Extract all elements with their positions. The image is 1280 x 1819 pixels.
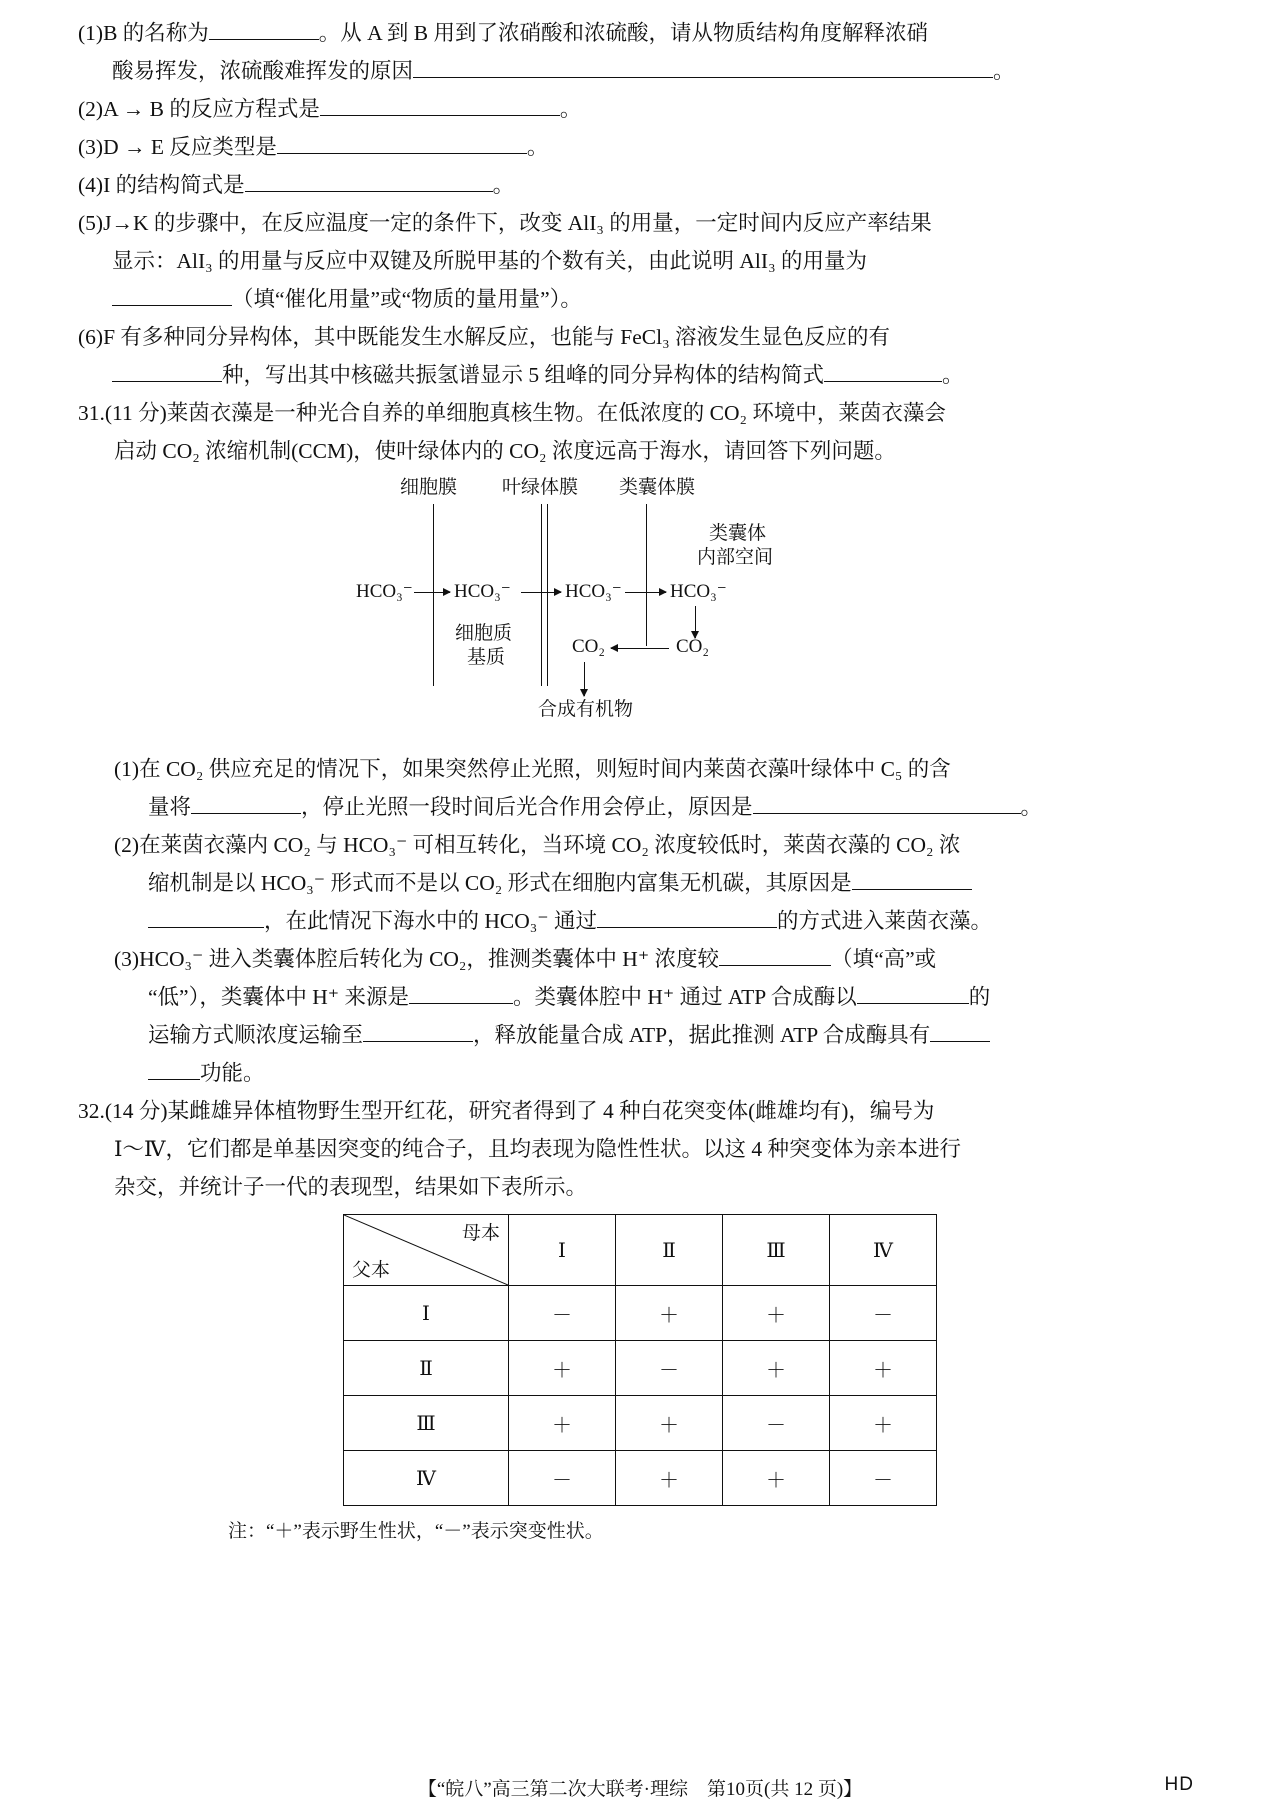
- answer-blank[interactable]: [148, 1057, 200, 1080]
- q32-stem-1: 某雌雄异体植物野生型开红花，研究者得到了 4 种白花突变体(雌雄均有)，编号为: [167, 1099, 935, 1123]
- table-row: [344, 1451, 937, 1506]
- label-cytoplasm-1: 细胞质: [455, 623, 513, 644]
- arrow-co2-right-to-left: [611, 648, 669, 649]
- q30-item6-text3: 。: [942, 363, 964, 387]
- q31-score: (11 分): [104, 401, 167, 425]
- table-cell: ＋: [723, 1286, 830, 1341]
- q31-item1-text3: ，停止光照一段时间后光合作用会停止，原因是: [301, 795, 753, 819]
- table-row-header: Ⅱ: [344, 1341, 509, 1396]
- q30-item4-line: [78, 166, 1202, 204]
- q31-item3-text4: 。类囊体腔中 H⁺ 通过 ATP 合成酶以: [512, 985, 857, 1009]
- q31-stem-2: 启动 CO₂ 浓缩机制(CCM)，使叶绿体内的 CO₂ 浓度远高于海水，请回答下列问题。: [114, 439, 896, 463]
- table-cell: －: [509, 1286, 616, 1341]
- q31-item2-prefix: (2): [114, 833, 140, 857]
- answer-blank[interactable]: [857, 981, 969, 1004]
- q31-stem-1: 莱茵衣藻是一种光合自养的单细胞真核生物。在低浓度的 CO₂ 环境中，莱茵衣藻会: [166, 401, 946, 425]
- q31-item3-text1: HCO₃⁻ 进入类囊体腔后转化为 CO₂，推测类囊体中 H⁺ 浓度较: [139, 947, 720, 971]
- q31-item2-line3: [78, 902, 1202, 940]
- q30-item5-text3: （填“催化用量”或“物质的量用量”）。: [232, 287, 582, 311]
- corner-mother-label: 母本: [461, 1223, 500, 1244]
- q30-item1-text4: 。: [993, 59, 1015, 83]
- q32-stem-line1: [78, 1092, 1202, 1130]
- table-col-header: Ⅱ: [616, 1215, 723, 1286]
- answer-blank[interactable]: [413, 55, 993, 78]
- arrow-hco3-2-3: [521, 592, 561, 593]
- table-cell: －: [616, 1341, 723, 1396]
- species-hco3-1: HCO₃⁻: [356, 581, 413, 602]
- q30-item5-line2: [78, 242, 1202, 280]
- q31-item3-text8: 功能。: [200, 1061, 265, 1085]
- q31-item2-text1: 在莱茵衣藻内 CO₂ 与 HCO₃⁻ 可相互转化，当环境 CO₂ 浓度较低时，莱茵衣藻的 CO₂ 浓: [139, 833, 961, 857]
- q31-item3-prefix: (3): [114, 947, 140, 971]
- q32-stem-line2: [78, 1130, 1202, 1168]
- chloroplast-membrane-line: [541, 504, 548, 686]
- answer-blank[interactable]: [191, 791, 301, 814]
- table-cell: －: [830, 1286, 937, 1341]
- table-row-header: Ⅰ: [344, 1286, 509, 1341]
- page-footer: [0, 1774, 1280, 1801]
- q32-stem-2: Ⅰ～Ⅳ，它们都是单基因突变的纯合子，且均表现为隐性性状。以这 4 种突变体为亲本进行: [114, 1137, 961, 1161]
- label-synthesis: 合成有机物: [538, 699, 634, 720]
- q31-item3-text7: ，释放能量合成 ATP，据此推测 ATP 合成酶具有: [473, 1023, 931, 1047]
- table-header-row: [344, 1215, 937, 1286]
- ccm-diagram: [78, 476, 1202, 744]
- q31-item1-text4: 。: [1020, 795, 1043, 819]
- cross-table-wrap: [78, 1214, 1202, 1506]
- q31-item3-text3: “低”），类囊体中 H⁺ 来源是: [148, 985, 409, 1009]
- q32-stem-line3: [78, 1168, 1202, 1206]
- q30-item5-text1: J→K 的步骤中，在反应温度一定的条件下，改变 AlI₃ 的用量，一定时间内反应产率结果: [103, 211, 932, 235]
- q31-item1-line1: [78, 750, 1202, 788]
- species-hco3-4: HCO₃⁻: [670, 581, 727, 602]
- q30-item4-prefix: (4): [78, 173, 104, 197]
- q30-item2-text2: 。: [559, 97, 582, 121]
- table-cell: ＋: [509, 1341, 616, 1396]
- q31-item2-text4: 的方式进入莱茵衣藻。: [777, 909, 993, 933]
- table-cell: ＋: [616, 1396, 723, 1451]
- q30-item3-prefix: (3): [78, 135, 104, 159]
- answer-blank[interactable]: [409, 981, 513, 1004]
- table-note: 注：“＋”表示野生性状，“－”表示突变性状。: [228, 1521, 604, 1542]
- answer-blank[interactable]: [148, 905, 264, 928]
- answer-blank[interactable]: [112, 359, 222, 382]
- answer-blank[interactable]: [320, 93, 560, 116]
- table-cell: －: [723, 1396, 830, 1451]
- q30-item1-text3: 酸易挥发，浓硫酸难挥发的原因: [112, 59, 414, 83]
- footer-text: 【“皖八”高三第二次大联考·理综 第10页(共 12 页)】: [417, 1779, 863, 1800]
- answer-blank[interactable]: [852, 867, 972, 890]
- arrow-hco3-1-2: [414, 592, 450, 593]
- q31-item3-line1: [78, 940, 1202, 978]
- table-cell: ＋: [830, 1341, 937, 1396]
- q31-item2-text3: ，在此情况下海水中的 HCO₃⁻ 通过: [264, 909, 597, 933]
- q30-item5-text2: 显示：AlI₃ 的用量与反应中双键及所脱甲基的个数有关，由此说明 AlI₃ 的用量为: [112, 249, 867, 273]
- species-co2-left: CO₂: [572, 636, 606, 657]
- answer-blank[interactable]: [112, 283, 232, 306]
- answer-blank[interactable]: [824, 359, 942, 382]
- question-32: [78, 1092, 1202, 1543]
- table-cell: －: [830, 1451, 937, 1506]
- arrow-hco3-3-4: [625, 592, 666, 593]
- q31-item3-line4: [78, 1054, 1202, 1092]
- q30-item6-text2: 种，写出其中核磁共振氢谱显示 5 组峰的同分异构体的结构简式: [222, 363, 825, 387]
- q30-item1-text1: B 的名称为: [103, 21, 209, 45]
- table-row-header: Ⅲ: [344, 1396, 509, 1451]
- q30-item6-line2: [78, 356, 1202, 394]
- answer-blank[interactable]: [277, 131, 527, 154]
- q31-item3-text5: 的: [968, 985, 991, 1009]
- table-col-header: Ⅰ: [509, 1215, 616, 1286]
- q31-item3-line2: [78, 978, 1202, 1016]
- q30-item1-text2: 。从 A 到 B 用到了浓硝酸和浓硫酸，请从物质结构角度解释浓硝: [318, 21, 928, 45]
- label-thylakoid-membrane: 类囊体膜: [619, 477, 696, 498]
- q30-item5-prefix: (5): [78, 211, 104, 235]
- q31-item3-text2: （填“高”或: [831, 947, 937, 971]
- q32-number: 32.: [78, 1099, 105, 1123]
- footer-code: HD: [1164, 1774, 1194, 1795]
- q30-item5-line1: [78, 204, 1202, 242]
- cross-table: [343, 1214, 937, 1506]
- q30-item3-text1: D → E 反应类型是: [103, 135, 277, 159]
- q31-item2-text2: 缩机制是以 HCO₃⁻ 形式而不是以 CO₂ 形式在细胞内富集无机碳，其原因是: [148, 871, 852, 895]
- q30-item1-line2: [78, 52, 1202, 90]
- question-31: [78, 394, 1202, 1092]
- q30-item1-prefix: (1): [78, 21, 104, 45]
- species-hco3-3: HCO₃⁻: [565, 581, 622, 602]
- table-row: [344, 1286, 937, 1341]
- q31-item1-text2: 量将: [148, 795, 192, 819]
- table-cell: ＋: [723, 1341, 830, 1396]
- question-30-items: [78, 14, 1202, 394]
- table-row: [344, 1341, 937, 1396]
- q30-item2-prefix: (2): [78, 97, 104, 121]
- answer-blank[interactable]: [597, 905, 777, 928]
- q31-item2-line1: [78, 826, 1202, 864]
- table-col-header: Ⅳ: [830, 1215, 937, 1286]
- q31-item1-line2: [78, 788, 1202, 826]
- species-hco3-2: HCO₃⁻: [454, 581, 511, 602]
- q30-item1-line1: [78, 14, 1202, 52]
- label-chloroplast-membrane: 叶绿体膜: [502, 477, 579, 498]
- species-co2-right: CO₂: [676, 636, 710, 657]
- arrow-co2-to-synthesis: [584, 662, 585, 696]
- q31-stem-line2: [78, 432, 1202, 470]
- q31-item1-prefix: (1): [114, 757, 140, 781]
- q32-score: (14 分): [104, 1099, 168, 1123]
- table-row: [344, 1396, 937, 1451]
- q32-stem-3: 杂交，并统计子一代的表现型，结果如下表所示。: [114, 1175, 588, 1199]
- q30-item6-text1: F 有多种同分异构体，其中既能发生水解反应，也能与 FeCl₃ 溶液发生显色反应的有: [103, 325, 890, 349]
- label-thylakoid-space-2: 内部空间: [697, 547, 774, 568]
- label-cell-membrane: 细胞膜: [400, 477, 458, 498]
- corner-father-label: 父本: [352, 1260, 391, 1281]
- table-row-header: Ⅳ: [344, 1451, 509, 1506]
- q31-item2-line2: [78, 864, 1202, 902]
- thylakoid-membrane-line: [646, 504, 647, 646]
- q30-item3-line: [78, 128, 1202, 166]
- table-cell: ＋: [723, 1451, 830, 1506]
- q30-item2-text1: A → B 的反应方程式是: [103, 97, 320, 121]
- table-cell: ＋: [616, 1286, 723, 1341]
- table-col-header: Ⅲ: [723, 1215, 830, 1286]
- answer-blank[interactable]: [363, 1019, 473, 1042]
- cell-membrane-line: [433, 504, 434, 686]
- q30-item4-text1: I 的结构简式是: [103, 173, 245, 197]
- q30-item2-line: [78, 90, 1202, 128]
- answer-blank[interactable]: [245, 169, 493, 192]
- table-cell: ＋: [616, 1451, 723, 1506]
- arrow-hco3-4-to-co2: [695, 606, 696, 638]
- answer-blank[interactable]: [209, 17, 319, 40]
- q31-item3-text6: 运输方式顺浓度运输至: [148, 1023, 364, 1047]
- table-cell: ＋: [830, 1396, 937, 1451]
- table-cell: －: [509, 1451, 616, 1506]
- answer-blank[interactable]: [719, 943, 831, 966]
- q30-item6-line1: [78, 318, 1202, 356]
- q30-item6-prefix: (6): [78, 325, 104, 349]
- q31-stem-line1: [78, 394, 1202, 432]
- q30-item3-text2: 。: [526, 135, 549, 159]
- label-cytoplasm-2: 基质: [467, 647, 506, 668]
- table-corner-cell: [344, 1215, 509, 1286]
- q30-item5-line3: [78, 280, 1202, 318]
- table-cell: ＋: [509, 1396, 616, 1451]
- q31-item3-line3: [78, 1016, 1202, 1054]
- answer-blank[interactable]: [930, 1019, 990, 1042]
- q31-number: 31.: [78, 401, 105, 425]
- answer-blank[interactable]: [753, 791, 1021, 814]
- q31-item1-text1: 在 CO₂ 供应充足的情况下，如果突然停止光照，则短时间内莱茵衣藻叶绿体中 C₅ 的含: [139, 757, 951, 781]
- label-thylakoid-space-1: 类囊体: [709, 523, 767, 544]
- q30-item4-text2: 。: [492, 173, 515, 197]
